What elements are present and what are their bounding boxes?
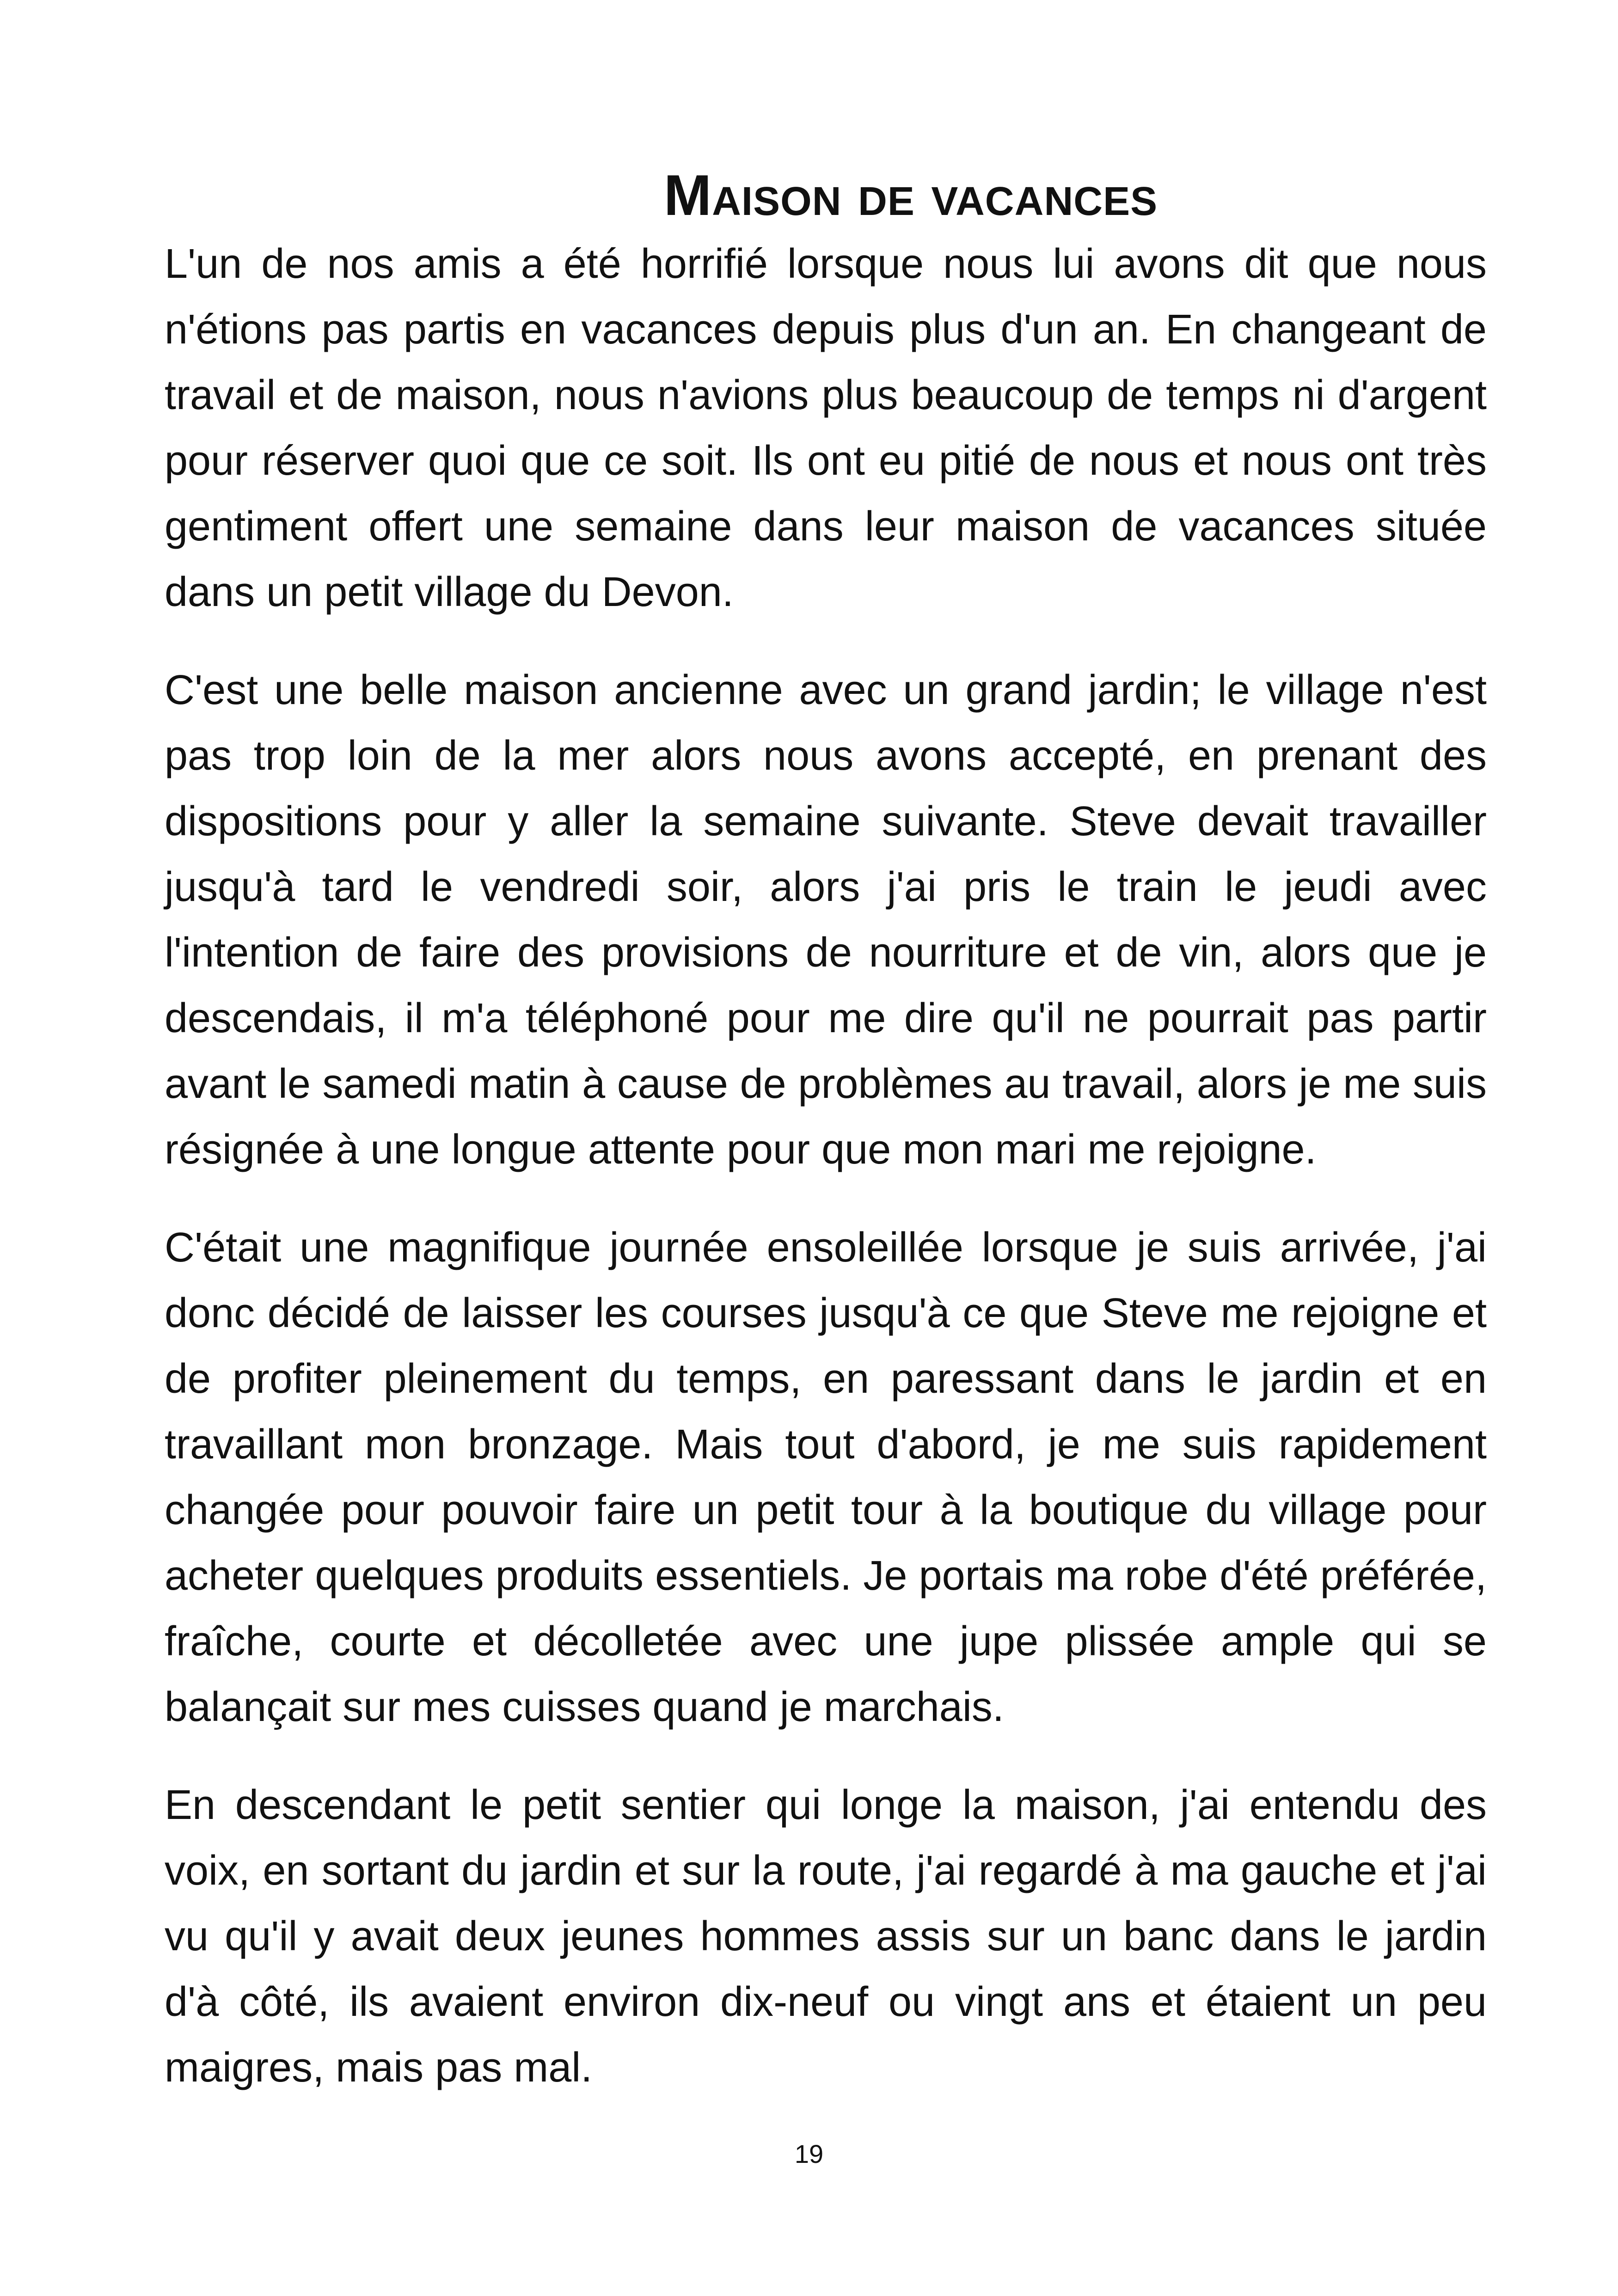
page-number: 19 [794,2139,824,2168]
paragraph-4: En descendant le petit sentier qui longe la maison, j'ai entendu des voix, en sortant du jardin et sur la route, j'ai regardé à ma gauche et j'ai vu qu'il y avait deux jeunes hommes assis sur un banc dans le jardin d'à côté, ils avaient environ dix-neuf ou vingt ans et étaient un peu maigres, mais pas mal. [165,1782,1487,2091]
paragraph-1: L'un de nos amis a été horrifié lorsque nous lui avons dit que nous n'étions pas partis en vacances depuis plus d'un an. En changeant de travail et de maison, nous n'avions plus beaucoup de temps ni d'argent pour réserver quoi que ce soit. Ils ont eu pitié de nous et nous ont très gentiment offert une semaine dans leur maison de vacances située dans un petit village du Devon. [165,241,1487,615]
page-title: Maison de vacances [663,164,1158,228]
body-text [165,231,1487,2133]
paragraph-2: C'est une belle maison ancienne avec un grand jardin; le village n'est pas trop loin de la mer alors nous avons accepté, en prenant des dispositions pour y aller la semaine suivante. Steve devait travailler jusqu'à tard le vendredi soir, alors j'ai pris le train le jeudi avec l'intention de faire des provisions de nourriture et de vin, alors que je descendais, il m'a téléphoné pour me dire qu'il ne pourrait pas partir avant le samedi matin à cause de problèmes au travail, alors je me suis résignée à une longue attente pour que mon mari me rejoigne. [165,667,1487,1173]
paragraph-3: C'était une magnifique journée ensoleillée lorsque je suis arrivée, j'ai donc décidé de laisser les courses jusqu'à ce que Steve me rejoigne et de profiter pleinement du temps, en paressant dans le jardin et en travaillant mon bronzage. Mais tout d'abord, je me suis rapidement changée pour pouvoir faire un petit tour à la boutique du village pour acheter quelques produits essentiels. Je portais ma robe d'été préférée, fraîche, courte et décolletée avec une jupe plissée ample qui se balançait sur mes cuisses quand je marchais. [165,1225,1487,1730]
